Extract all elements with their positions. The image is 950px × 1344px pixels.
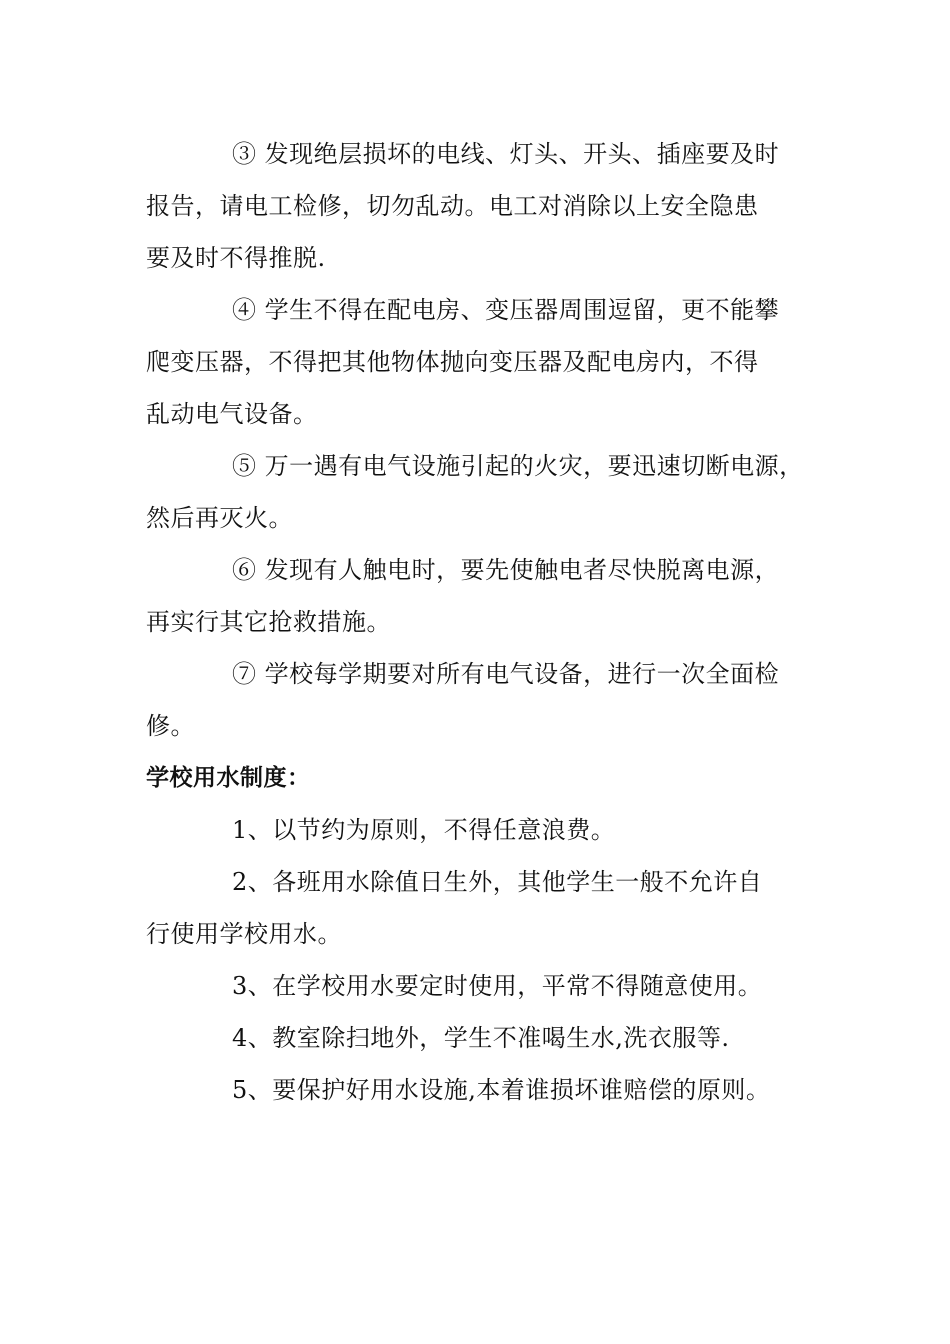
water-item-5 — [146, 1064, 816, 1116]
text-line: 爬变压器，不得把其他物体抛向变压器及配电房内，不得 — [146, 348, 759, 376]
document-body — [146, 128, 816, 1116]
electric-item-5 — [146, 440, 816, 544]
text-line: 然后再灭火。 — [146, 504, 293, 532]
water-item-3 — [146, 960, 816, 1012]
water-section-heading: 学校用水制度： — [146, 765, 311, 791]
text-line: ⑦ 学校每学期要对所有电气设备，进行一次全面检 — [232, 660, 780, 688]
text-line: 报告，请电工检修，切勿乱动。电工对消除以上安全隐患 — [146, 192, 759, 220]
text-line: 3、在学校用水要定时使用，平常不得随意使用。 — [232, 972, 763, 1000]
text-line: 2、各班用水除值日生外，其他学生一般不允许自 — [232, 868, 763, 896]
text-line: 乱动电气设备。 — [146, 400, 318, 428]
text-line: 要及时不得推脱. — [146, 244, 326, 272]
text-line: 行使用学校用水。 — [146, 920, 342, 948]
text-line: ④ 学生不得在配电房、变压器周围逗留，更不能攀 — [232, 296, 780, 324]
text-line: 4、教室除扫地外，学生不准喝生水,洗衣服等. — [232, 1024, 730, 1052]
text-line: 修。 — [146, 712, 195, 740]
text-line: 1、以节约为原则，不得任意浪费。 — [232, 816, 616, 844]
text-line: 再实行其它抢救措施。 — [146, 608, 391, 636]
text-line: ⑥ 发现有人触电时，要先使触电者尽快脱离电源， — [232, 556, 780, 584]
text-line: ⑤ 万一遇有电气设施引起的火灾，要迅速切断电源， — [232, 452, 804, 480]
water-item-2 — [146, 856, 816, 960]
electric-item-6 — [146, 544, 816, 648]
water-item-1 — [146, 804, 816, 856]
text-line: 5、要保护好用水设施,本着谁损坏谁赔偿的原则。 — [232, 1076, 771, 1104]
electric-item-7 — [146, 648, 816, 752]
electric-item-4 — [146, 284, 816, 440]
text-line: ③ 发现绝层损坏的电线、灯头、开头、插座要及时 — [232, 140, 780, 168]
water-item-4 — [146, 1012, 816, 1064]
electric-item-3 — [146, 128, 816, 284]
